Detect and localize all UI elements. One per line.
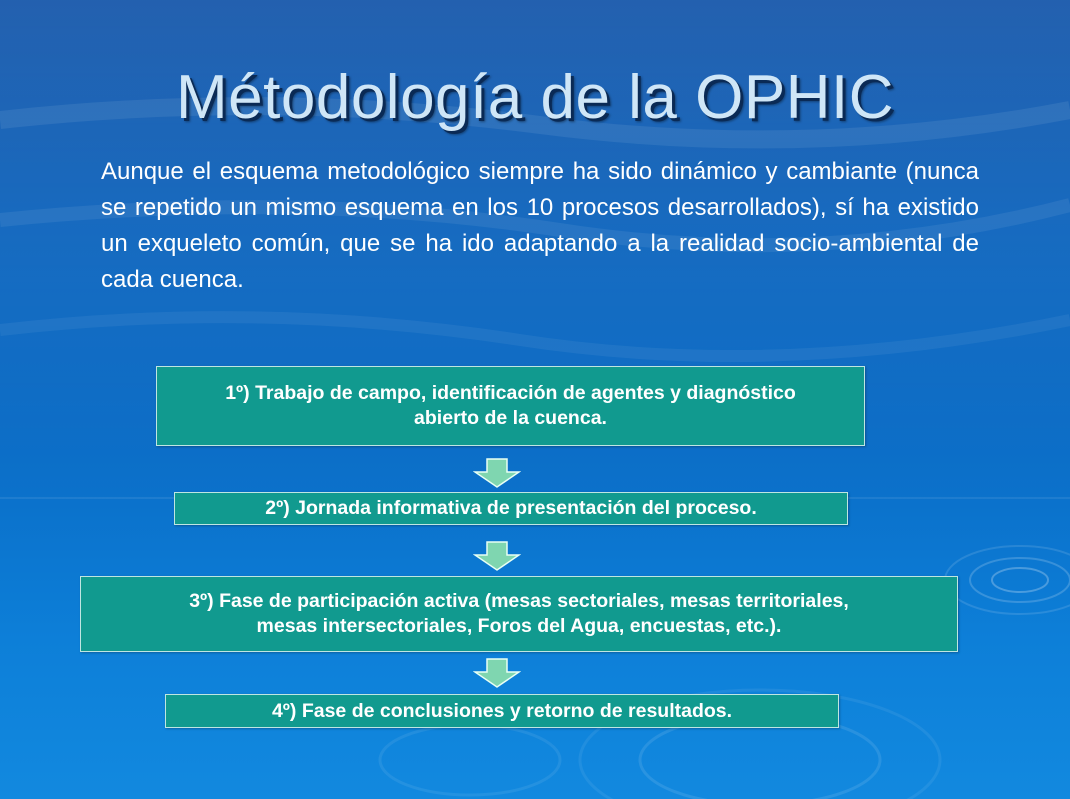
step-2-line-1: 2º) Jornada informativa de presentación del proceso. xyxy=(265,497,757,519)
step-4-line-1: 4º) Fase de conclusiones y retorno de resultados. xyxy=(271,699,733,722)
step-3-line-2: mesas intersectoriales, Foros del Agua, encuestas, etc.). xyxy=(256,615,782,637)
step-4-box xyxy=(165,694,839,728)
step-1-line-1: 1º) Trabajo de campo, identificación de agentes y diagnóstico xyxy=(225,382,796,404)
down-arrow-icon xyxy=(473,541,521,571)
step-3-box xyxy=(80,576,958,652)
down-arrow-icon xyxy=(473,458,521,488)
slide-title: Métodología de la OPHIC xyxy=(176,63,894,132)
step-1-line-2: abierto de la cuenca. xyxy=(414,407,607,429)
down-arrow-icon xyxy=(473,658,521,688)
intro-paragraph: Aunque el esquema metodológico siempre ha sido dinámico y cambiante (nunca se repetido un mismo esquema en los 10 procesos desarrollados), sí ha existido un exqueleto común, que se ha ido adaptando a la realidad socio-ambiental de cada cuenca. xyxy=(101,158,979,293)
step-3-line-1: 3º) Fase de participación activa (mesas sectoriales, mesas territoriales, xyxy=(189,590,849,612)
step-1-box xyxy=(156,366,865,446)
step-2-box xyxy=(174,492,848,525)
